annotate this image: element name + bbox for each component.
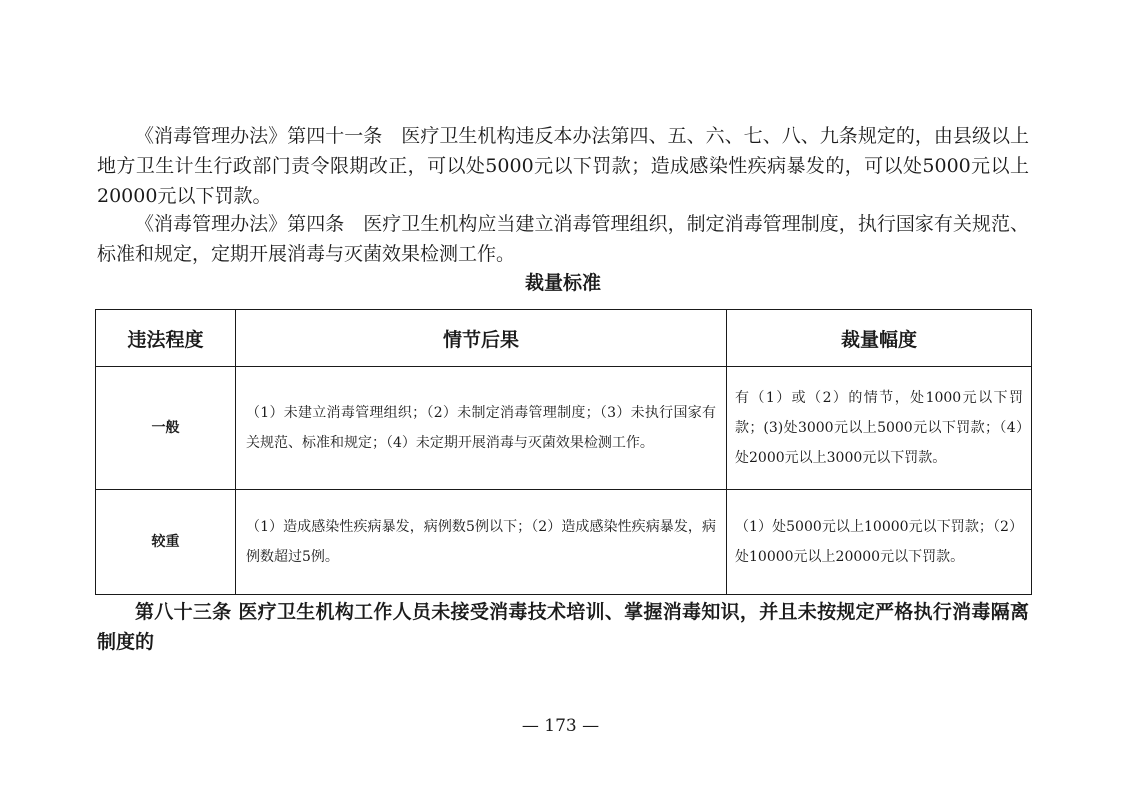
circumstance-cell: （1）未建立消毒管理组织；（2）未制定消毒管理制度；（3）未执行国家有关规范、标准和规定；（4）未定期开展消毒与灭菌效果检测工作。 bbox=[236, 367, 727, 490]
table-title: 裁量标准 bbox=[524, 272, 601, 294]
table-row bbox=[96, 490, 1032, 595]
paragraph-article-41: 《消毒管理办法》第四十一条 医疗卫生机构违反本办法第四、五、六、七、八、九条规定的，由县级以上地方卫生计生行政部门责令限期改正，可以处5000元以下罚款；造成感染性疾病暴发的，可以处5000元以上20000元以下罚款。 bbox=[97, 125, 1029, 207]
discretion-standard-table bbox=[95, 309, 1032, 595]
level-cell: 较重 bbox=[96, 490, 236, 595]
circumstance-cell: （1）造成感染性疾病暴发，病例数5例以下；（2）造成感染性疾病暴发，病例数超过5例。 bbox=[236, 490, 727, 595]
article-83-heading: 第八十三条 医疗卫生机构工作人员未接受消毒技术培训、掌握消毒知识，并且未按规定严格执行消毒隔离制度的 bbox=[97, 601, 1029, 653]
penalty-cell: （1）处5000元以上10000元以下罚款；（2）处10000元以上20000元以下罚款。 bbox=[727, 490, 1032, 595]
page-number: — 173 — bbox=[521, 716, 600, 736]
table-header-row bbox=[96, 310, 1032, 367]
header-violation-degree: 违法程度 bbox=[96, 310, 236, 367]
header-circumstances: 情节后果 bbox=[236, 310, 727, 367]
level-cell: 一般 bbox=[96, 367, 236, 490]
penalty-cell: 有（1）或（2）的情节，处1000元以下罚款；(3)处3000元以上5000元以下罚款；（4）处2000元以上3000元以下罚款。 bbox=[727, 367, 1032, 490]
paragraph-article-4: 《消毒管理办法》第四条 医疗卫生机构应当建立消毒管理组织，制定消毒管理制度，执行国家有关规范、标准和规定，定期开展消毒与灭菌效果检测工作。 bbox=[97, 213, 1029, 265]
header-penalty-range: 裁量幅度 bbox=[727, 310, 1032, 367]
table-row bbox=[96, 367, 1032, 490]
